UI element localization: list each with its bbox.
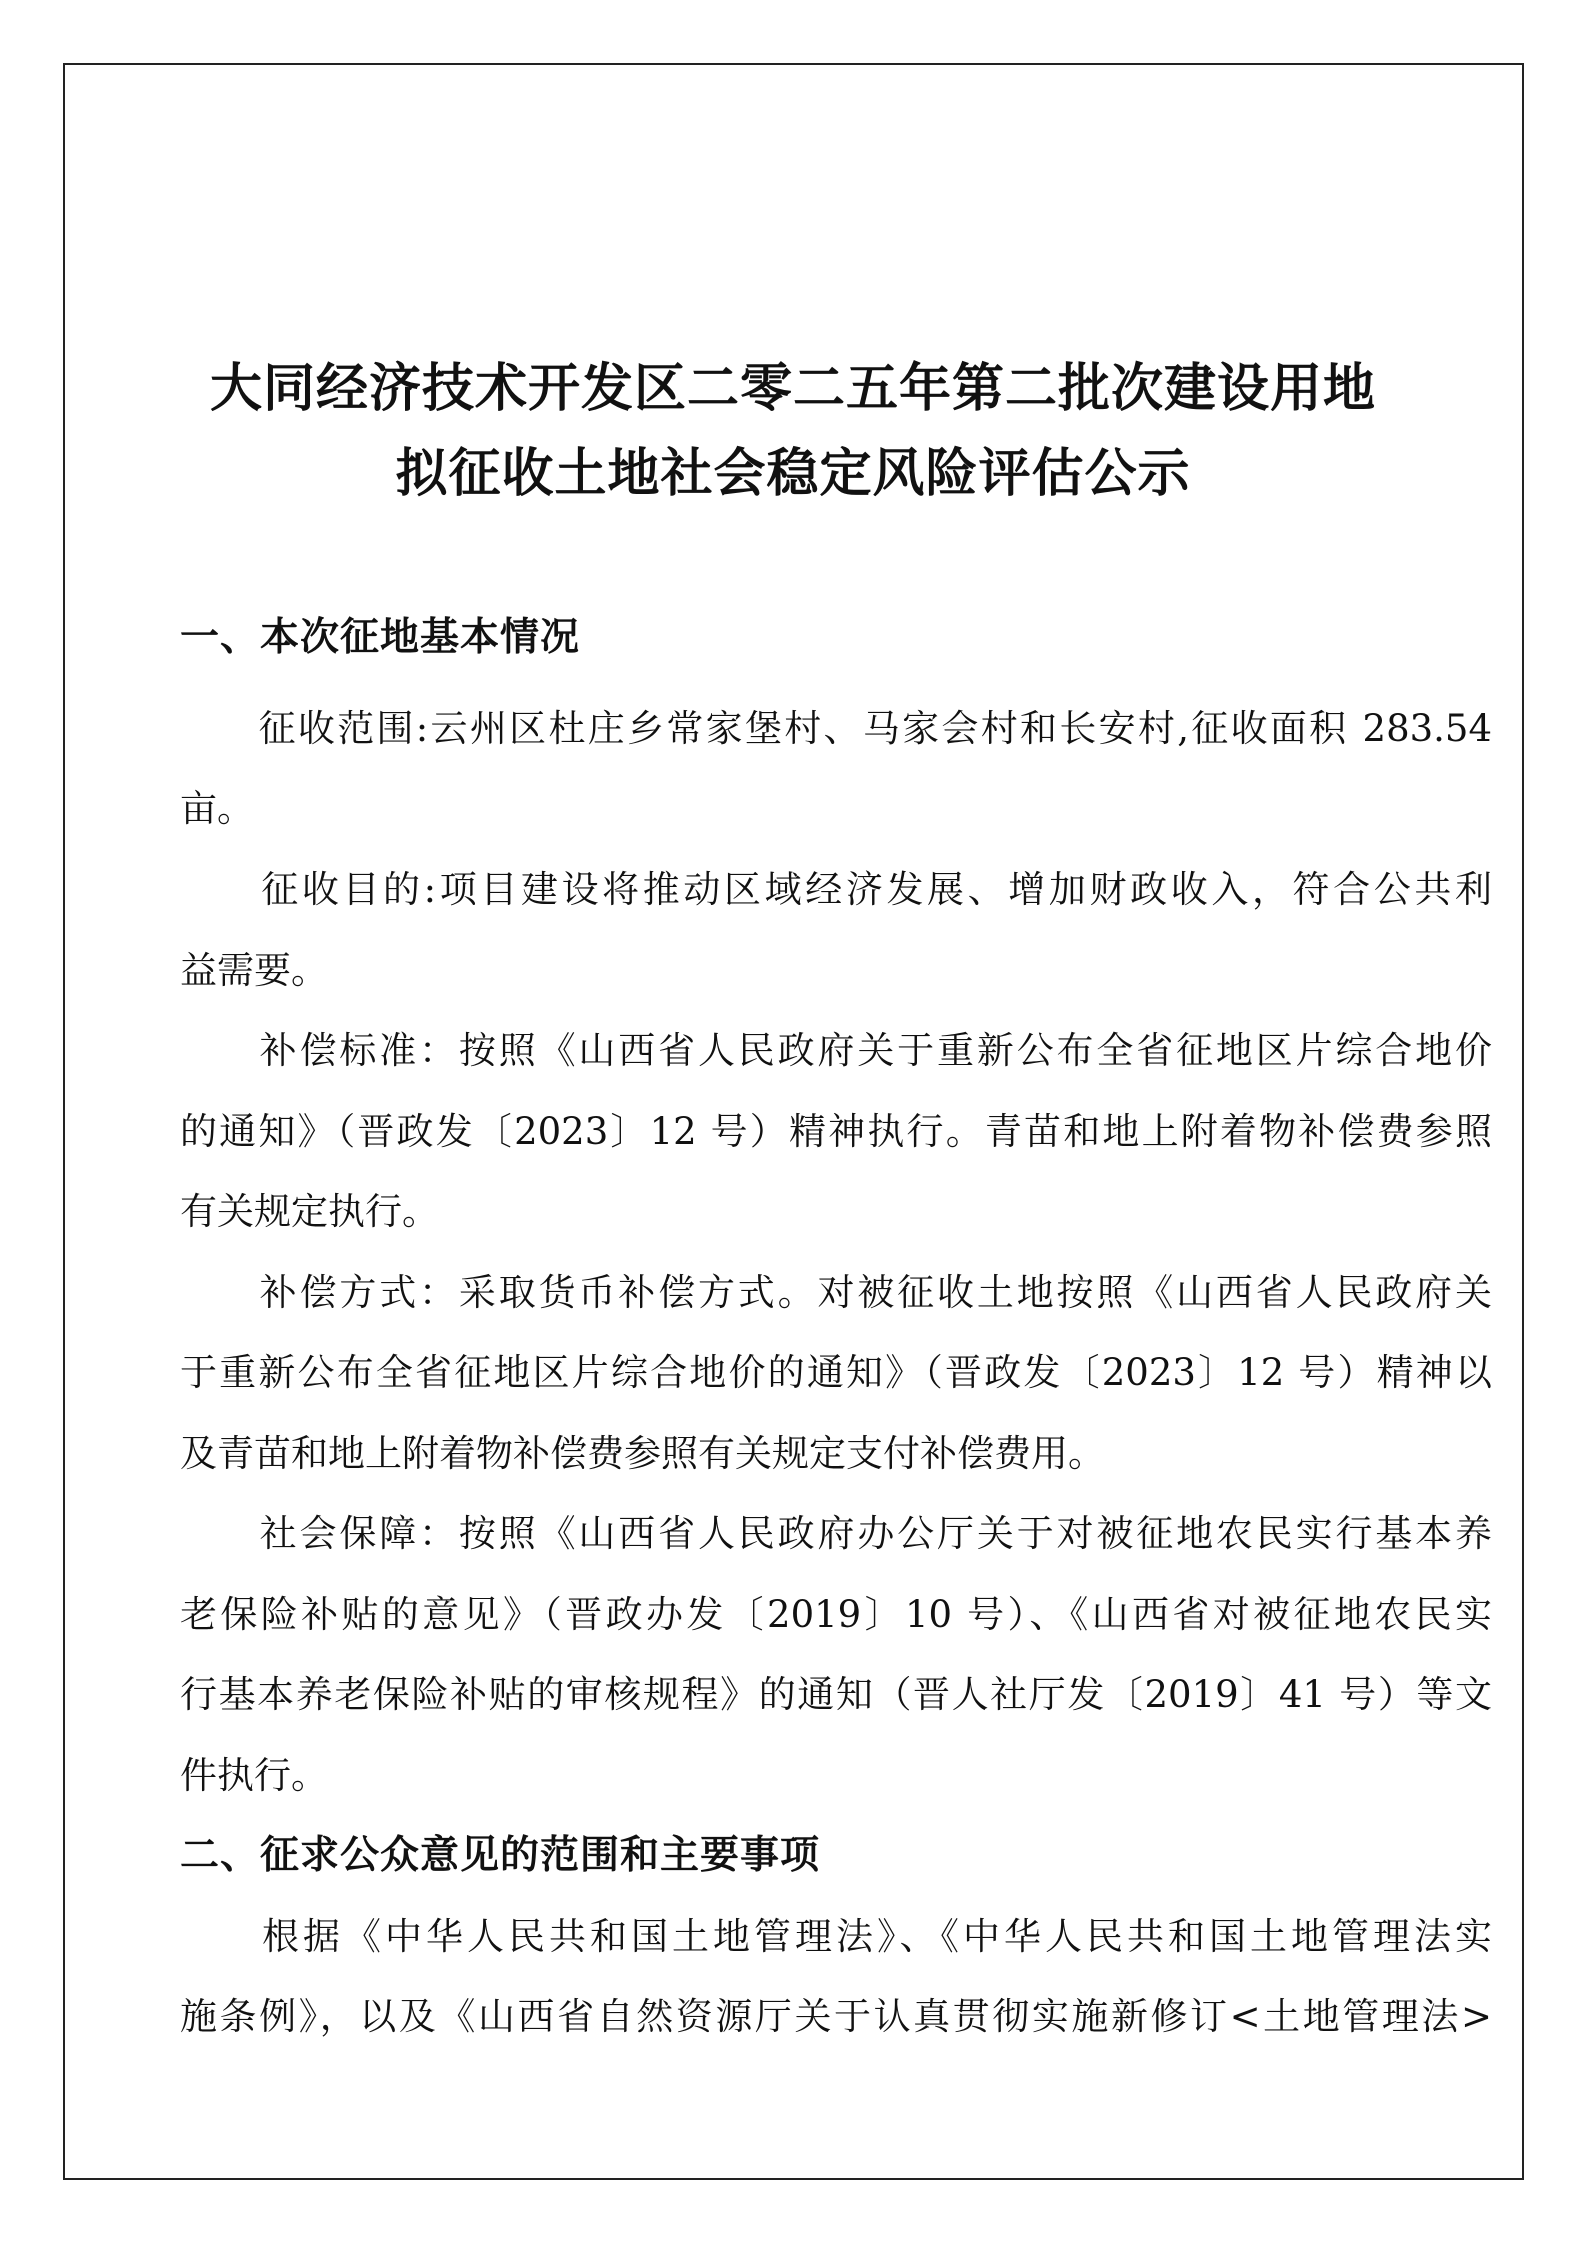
document-title-line-1: 大同经济技术开发区二零二五年第二批次建设用地 — [209, 359, 1376, 419]
method-line-3: 及青苗和地上附着物补偿费参照有关规定支付补偿费用。 — [180, 1432, 1105, 1475]
section-2-heading: 二、征求公众意见的范围和主要事项 — [180, 1833, 821, 1878]
scope-line-1: 征收范围:云州区杜庄乡常家堡村、马家会村和长安村,征收面积 283.54 — [180, 707, 1492, 750]
scope-line-2: 亩。 — [180, 787, 254, 830]
standard-line-1: 补偿标准：按照《山西省人民政府关于重新公布全省征地区片综合地价 — [180, 1029, 1492, 1072]
security-line-2: 老保险补贴的意见》（晋政办发〔2019〕10 号）、《山西省对被征地农民实 — [180, 1593, 1492, 1636]
purpose-line-1: 征收目的:项目建设将推动区域经济发展、增加财政收入，符合公共利 — [180, 868, 1492, 911]
purpose-line-2: 益需要。 — [180, 949, 328, 992]
security-line-3: 行基本养老保险补贴的审核规程》的通知（晋人社厅发〔2019〕41 号）等文 — [180, 1673, 1492, 1716]
standard-line-2: 的通知》（晋政发〔2023〕12 号）精神执行。青苗和地上附着物补偿费参照 — [180, 1110, 1492, 1153]
method-line-2: 于重新公布全省征地区片综合地价的通知》（晋政发〔2023〕12 号）精神以 — [180, 1351, 1492, 1394]
standard-line-3: 有关规定执行。 — [180, 1190, 439, 1233]
basis-line-2: 施条例》，以及《山西省自然资源厅关于认真贯彻实施新修订<土地管理法> — [180, 1995, 1492, 2038]
security-line-1: 社会保障：按照《山西省人民政府办公厅关于对被征地农民实行基本养 — [180, 1512, 1492, 1555]
document-title-line-2: 拟征收土地社会稳定风险评估公示 — [395, 444, 1191, 504]
method-line-1: 补偿方式：采取货币补偿方式。对被征收土地按照《山西省人民政府关 — [180, 1271, 1492, 1314]
section-1-heading: 一、本次征地基本情况 — [180, 615, 581, 660]
basis-line-1: 根据《中华人民共和国土地管理法》、《中华人民共和国土地管理法实 — [180, 1915, 1492, 1958]
security-line-4: 件执行。 — [180, 1754, 328, 1797]
